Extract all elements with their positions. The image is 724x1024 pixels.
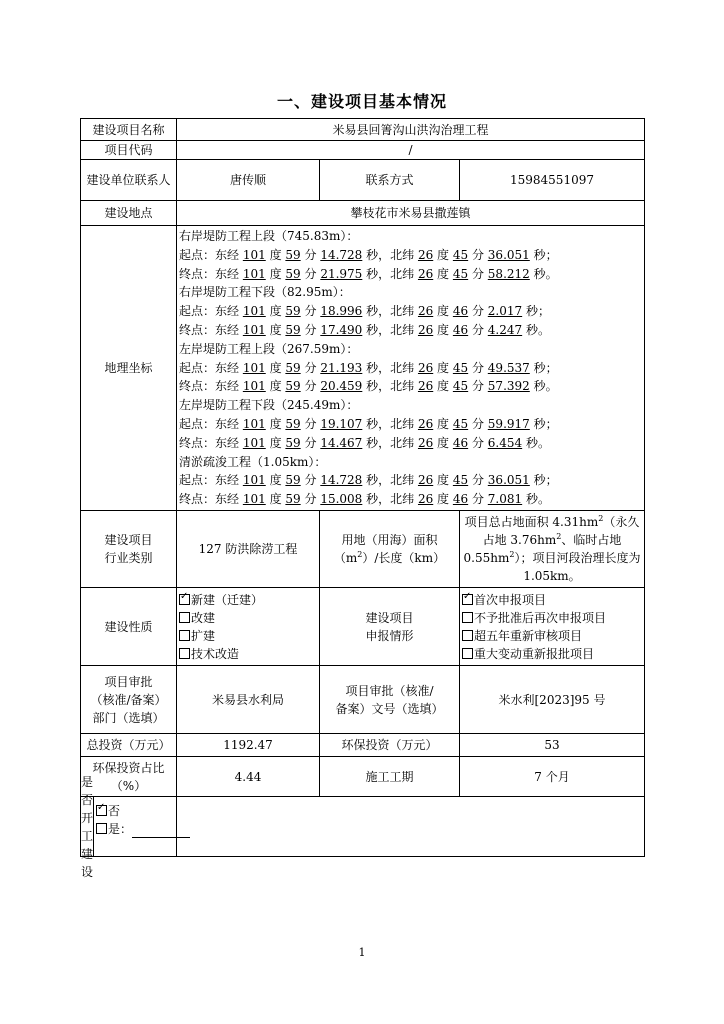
- coord-lat-deg: 26: [417, 435, 434, 450]
- started-option-no-label: 否: [108, 804, 121, 818]
- started-option-yes-label: 是：: [108, 822, 133, 836]
- nature-options: [177, 588, 320, 666]
- coordinates-cell: [177, 226, 645, 511]
- coord-start-line: 起点：东经 101 度 59 分 18.996 秒，北纬 26 度 46 分 2.017 秒；: [179, 304, 550, 319]
- row-project-code: [81, 141, 645, 160]
- page-number: 1: [358, 946, 366, 959]
- started-options-part1: [94, 797, 190, 856]
- coord-lon-deg: 101: [242, 473, 266, 488]
- unchecked-box-icon: [462, 630, 473, 641]
- coord-section-title: 左岸堤防工程上段（267.59m）：: [179, 341, 359, 356]
- started-yes-blank[interactable]: [132, 825, 190, 838]
- approval-value: 米易县水利局: [177, 666, 320, 734]
- declare-option-label: 超五年重新审核项目: [474, 628, 583, 643]
- declare-label-line1: 建设项目: [365, 610, 414, 625]
- area-value-b: （永久占地 3.76hm: [482, 515, 640, 547]
- ratio-label-line2: （%）: [110, 778, 147, 793]
- location-value: 攀枝花市米易县撒莲镇: [177, 201, 645, 226]
- coord-lat-deg: 26: [417, 379, 434, 394]
- ratio-label: [81, 757, 177, 797]
- coord-lat-min: 46: [452, 492, 469, 507]
- coord-start-line: 起点：东经 101 度 59 分 19.107 秒，北纬 26 度 45 分 59.917 秒；: [179, 416, 558, 431]
- area-label-a: 用地（用海）面积（m: [333, 533, 438, 565]
- coord-section-title: 右岸堤防工程上段（745.83m）：: [179, 229, 359, 244]
- coord-lon-min: 59: [285, 266, 301, 281]
- coord-end: 秒；: [525, 304, 550, 319]
- coord-prefix: 起点：东经: [179, 416, 240, 431]
- row-investment: [81, 734, 645, 757]
- checked-box-icon: [462, 594, 473, 605]
- coord-lon-sec: 19.107: [320, 416, 363, 431]
- coord-lat-min: 45: [452, 416, 469, 431]
- nature-option[interactable]: [179, 591, 317, 609]
- declare-label-line2: 申报情形: [365, 628, 414, 643]
- coord-end: 秒。: [525, 323, 550, 337]
- coord-lat-deg: 26: [417, 360, 434, 375]
- coord-lon-sec: 21.193: [320, 360, 363, 375]
- coord-lat-deg: 26: [417, 323, 434, 337]
- approval-doc-value: 米水利[2023]95 号: [460, 666, 645, 734]
- unchecked-box-icon: [179, 630, 190, 641]
- approval-label-line3: 部门（选填）: [92, 710, 165, 725]
- started-options-rest: [177, 797, 645, 857]
- ratio-label-line1: 环保投资占比: [92, 760, 165, 775]
- coord-start-line: 起点：东经 101 度 59 分 14.728 秒，北纬 26 度 45 分 36.051 秒；: [179, 247, 558, 262]
- row-coordinates: [81, 226, 645, 511]
- coord-section-title: 清淤疏浚工程（1.05km）：: [179, 454, 327, 469]
- coord-lat-sec: 6.454: [487, 435, 523, 450]
- coord-lat-deg: 26: [417, 266, 434, 281]
- project-name-value: 米易县回箐沟山洪沟治理工程: [177, 119, 645, 141]
- area-label-sup: 2: [357, 550, 363, 559]
- nature-option[interactable]: [179, 609, 317, 627]
- coord-lon-deg: 101: [242, 266, 266, 281]
- contact-method-value: 15984551097: [460, 160, 645, 201]
- unchecked-box-icon: [462, 648, 473, 659]
- coord-lon-min: 59: [285, 435, 301, 450]
- coord-lon-min: 59: [285, 379, 301, 394]
- coord-lon-min: 59: [285, 473, 301, 488]
- investment-label: 总投资（万元）: [81, 734, 177, 757]
- coord-lon-deg: 101: [242, 416, 266, 431]
- coord-lon-sec: 18.996: [320, 304, 363, 319]
- approval-doc-label-line2: 备案）文号（选填）: [335, 701, 444, 716]
- area-value-sup1: 2: [598, 514, 604, 523]
- coord-section-title: 左岸堤防工程下段（245.49m）：: [179, 398, 359, 413]
- coord-end: 秒；: [533, 416, 558, 431]
- coord-lat-min: 45: [452, 473, 469, 488]
- declare-option[interactable]: [462, 591, 642, 609]
- coord-lat-sec: 2.017: [487, 304, 523, 319]
- coord-end: 秒；: [533, 360, 558, 375]
- row-approval: [81, 666, 645, 734]
- coord-prefix: 起点：东经: [179, 360, 240, 375]
- coord-lon-sec: 20.459: [320, 379, 363, 394]
- declare-option[interactable]: [462, 609, 642, 627]
- coord-lat-deg: 26: [417, 492, 434, 507]
- coord-lon-min: 59: [285, 323, 301, 337]
- project-name-label: 建设项目名称: [81, 119, 177, 141]
- project-code-label: 项目代码: [81, 141, 177, 160]
- coord-end: 秒。: [525, 492, 550, 507]
- declare-label: [320, 588, 460, 666]
- coord-end: 秒；: [533, 473, 558, 488]
- coord-lon-sec: 17.490: [320, 323, 363, 337]
- coord-prefix: 终点：东经: [179, 266, 240, 281]
- nature-option[interactable]: [179, 627, 317, 645]
- coord-lat-min: 46: [452, 323, 469, 337]
- row-location: [81, 201, 645, 226]
- coord-end: 秒。: [525, 435, 550, 450]
- nature-option-label: 扩建: [191, 628, 216, 643]
- nature-option-label: 技术改造: [191, 646, 240, 661]
- unchecked-box-icon: [462, 612, 473, 623]
- started-label: [81, 774, 94, 879]
- area-value-c: 、临时占地 0.55hm: [463, 533, 622, 565]
- coord-lat-min: 45: [452, 247, 469, 262]
- coord-prefix: 起点：东经: [179, 473, 240, 488]
- coord-lat-min: 45: [452, 266, 469, 281]
- coord-end-line: 终点：东经 101 度 59 分 15.008 秒，北纬 26 度 46 分 7.081 秒。: [179, 492, 550, 507]
- unchecked-box-icon: [179, 648, 190, 659]
- coord-end-line: 终点：东经 101 度 59 分 14.467 秒，北纬 26 度 46 分 6.454 秒。: [179, 435, 550, 450]
- coord-lat-deg: 26: [417, 416, 434, 431]
- coord-lat-sec: 36.051: [487, 247, 530, 262]
- coord-lon-sec: 14.728: [320, 247, 363, 262]
- unchecked-box-icon: [96, 823, 107, 834]
- coord-lon-deg: 101: [242, 360, 266, 375]
- started-label-line1: 是否: [81, 774, 94, 807]
- area-value-d: ）；项目河段治理长度为 1.05km。: [514, 551, 641, 583]
- nature-label: 建设性质: [81, 588, 177, 666]
- declare-options: [460, 588, 645, 666]
- coord-lat-min: 46: [452, 435, 469, 450]
- coord-end-line: 终点：东经 101 度 59 分 20.459 秒，北纬 26 度 45 分 57.392 秒。: [179, 379, 558, 394]
- approval-label: [81, 666, 177, 734]
- nature-option[interactable]: [179, 645, 317, 663]
- coord-start-line: 起点：东经 101 度 59 分 14.728 秒，北纬 26 度 45 分 36.051 秒；: [179, 473, 558, 488]
- coord-lat-deg: 26: [417, 304, 434, 319]
- coord-lat-sec: 49.537: [487, 360, 530, 375]
- row-ratio: [81, 757, 645, 797]
- coord-prefix: 终点：东经: [179, 435, 240, 450]
- unchecked-box-icon: [179, 612, 190, 623]
- coord-section-title: 右岸堤防工程下段（82.95m）：: [179, 285, 351, 300]
- started-option-no[interactable]: [96, 802, 190, 820]
- nature-option-label: 新建（迁建）: [191, 592, 264, 607]
- coord-prefix: 终点：东经: [179, 323, 240, 337]
- coord-lon-min: 59: [285, 416, 301, 431]
- area-value-sup3: 2: [509, 550, 515, 559]
- coord-lon-min: 59: [285, 304, 301, 319]
- coord-lon-min: 59: [285, 492, 301, 507]
- coord-prefix: 终点：东经: [179, 492, 240, 507]
- coord-lon-deg: 101: [242, 247, 266, 262]
- coord-lat-min: 45: [452, 360, 469, 375]
- category-label-line2: 行业类别: [104, 551, 153, 565]
- coord-lat-sec: 4.247: [487, 323, 523, 337]
- area-label: [320, 511, 460, 588]
- started-label-line3: 建设: [81, 846, 94, 879]
- area-value: [460, 511, 645, 588]
- coord-lat-min: 46: [452, 304, 469, 319]
- coord-end-line: 终点：东经 101 度 59 分 21.975 秒，北纬 26 度 45 分 58.212 秒。: [179, 266, 558, 281]
- coord-lat-sec: 58.212: [487, 266, 530, 281]
- env-investment-value: 53: [460, 734, 645, 757]
- env-investment-label: 环保投资（万元）: [320, 734, 460, 757]
- area-value-sup2: 2: [556, 532, 562, 541]
- row-started: [81, 797, 645, 857]
- category-label: [81, 511, 177, 588]
- approval-doc-label-line1: 项目审批（核准/: [345, 683, 434, 698]
- declare-option[interactable]: [462, 645, 642, 663]
- row-nature: [81, 588, 645, 666]
- area-label-b: ）/长度（km）: [362, 551, 446, 565]
- area-value-a: 项目总占地面积 4.31hm: [464, 515, 599, 529]
- coord-lon-deg: 101: [242, 323, 266, 337]
- coord-lon-deg: 101: [242, 435, 266, 450]
- coord-prefix: 起点：东经: [179, 304, 240, 319]
- coord-lon-sec: 15.008: [320, 492, 363, 507]
- declare-option-label: 首次申报项目: [474, 592, 547, 607]
- coord-lon-min: 59: [285, 247, 301, 262]
- coord-lon-sec: 21.975: [320, 266, 363, 281]
- category-value: 127 防洪除涝工程: [177, 511, 320, 588]
- contact-label: 建设单位联系人: [81, 160, 177, 201]
- project-code-value: /: [177, 141, 645, 160]
- started-label-cell: [81, 774, 177, 879]
- location-label: 建设地点: [81, 201, 177, 226]
- started-option-yes[interactable]: [96, 820, 190, 838]
- approval-label-line1: 项目审批: [104, 674, 153, 689]
- category-label-line1: 建设项目: [104, 533, 153, 547]
- coord-end: 秒；: [533, 247, 558, 262]
- coord-lon-deg: 101: [242, 492, 266, 507]
- coord-prefix: 终点：东经: [179, 379, 240, 394]
- row-category: [81, 511, 645, 588]
- row-contact: [81, 160, 645, 201]
- coord-start-line: 起点：东经 101 度 59 分 21.193 秒，北纬 26 度 45 分 49.537 秒；: [179, 360, 558, 375]
- coord-lon-deg: 101: [242, 304, 266, 319]
- page-title: 一、建设项目基本情况: [276, 92, 447, 111]
- ratio-value: 4.44: [177, 757, 320, 797]
- checked-box-icon: [179, 594, 190, 605]
- coord-lat-sec: 57.392: [487, 379, 530, 394]
- coord-lat-min: 45: [452, 379, 469, 394]
- period-label: 施工工期: [320, 757, 460, 797]
- nature-option-label: 改建: [191, 610, 216, 625]
- project-info-table: [80, 118, 645, 879]
- coord-lon-deg: 101: [242, 379, 266, 394]
- coord-lat-sec: 7.081: [487, 492, 523, 507]
- coord-lon-sec: 14.728: [320, 473, 363, 488]
- declare-option[interactable]: [462, 627, 642, 645]
- row-project-name: [81, 119, 645, 141]
- coord-lat-sec: 59.917: [487, 416, 530, 431]
- checked-box-icon: [96, 805, 107, 816]
- coord-lat-deg: 26: [417, 473, 434, 488]
- coord-lat-sec: 36.051: [487, 473, 530, 488]
- coord-end-line: 终点：东经 101 度 59 分 17.490 秒，北纬 26 度 46 分 4.247 秒。: [179, 323, 550, 337]
- coord-lon-sec: 14.467: [320, 435, 363, 450]
- declare-option-label: 重大变动重新报批项目: [474, 646, 595, 661]
- coord-lat-deg: 26: [417, 247, 434, 262]
- period-value: 7 个月: [460, 757, 645, 797]
- contact-value: 唐传顺: [177, 160, 320, 201]
- coord-end: 秒。: [533, 266, 558, 281]
- declare-option-label: 不予批准后再次申报项目: [474, 610, 607, 625]
- coordinates-label: 地理坐标: [81, 226, 177, 511]
- coord-prefix: 起点：东经: [179, 247, 240, 262]
- approval-label-line2: （核准/备案）: [90, 692, 167, 707]
- coord-end: 秒。: [533, 379, 558, 394]
- investment-value: 1192.47: [177, 734, 320, 757]
- contact-method-label: 联系方式: [320, 160, 460, 201]
- coord-lon-min: 59: [285, 360, 301, 375]
- approval-doc-label: [320, 666, 460, 734]
- started-label-line2: 开工: [81, 810, 94, 843]
